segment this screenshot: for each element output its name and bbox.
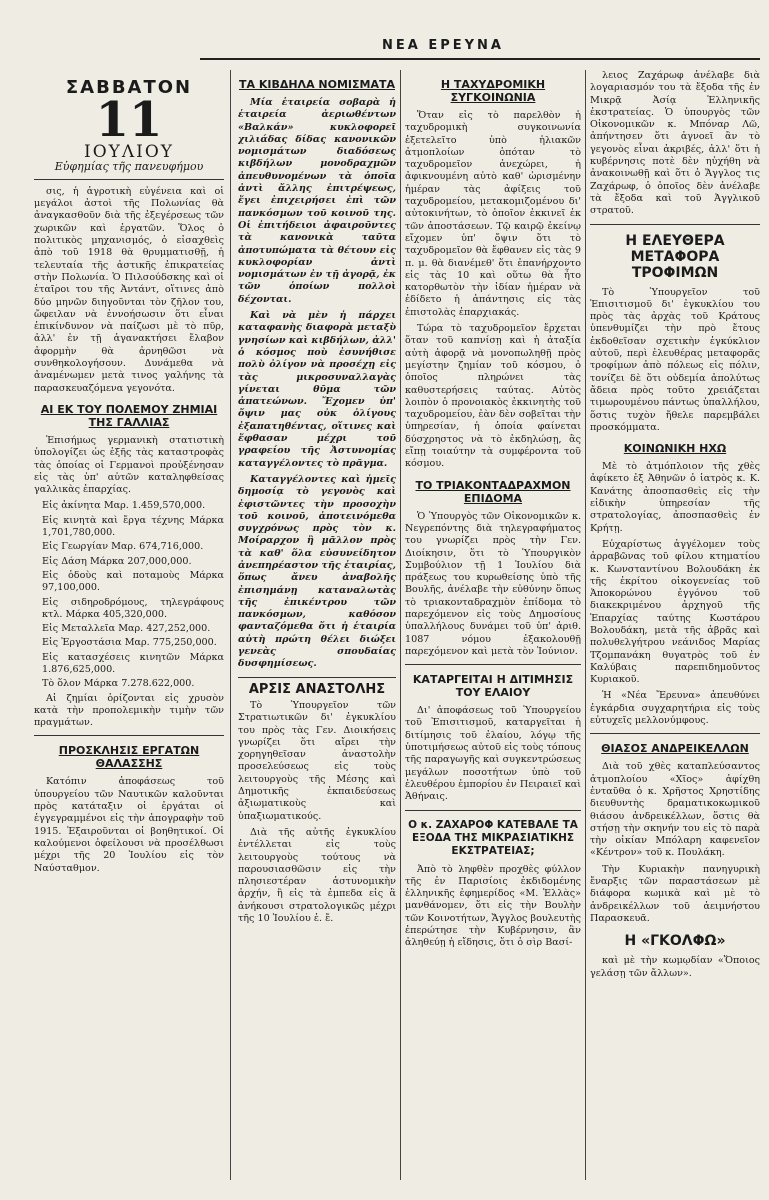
column-divider <box>585 70 586 1180</box>
newspaper-name: ΝΕΑ ΕΡΕΥΝΑ <box>382 38 504 53</box>
figure-line: Εἰς Γεωργίαν Μαρ. 674,716,000. <box>42 541 204 553</box>
article-text: Μὲ τὸ ἀτμόπλοιον τῆς χθὲς ἀφίκετο ἐξ Ἀθηνῶν ὁ ἰατρὸς κ. Κ. Κανάτης ἀποσπασθεὶς εἰς τὴν εἰδικὴν ὑπηρεσίαν τῆς στρατολογίας, ἀποσπασθεὶς ἐν Κρήτῃ. <box>590 461 760 534</box>
date-month: ΙΟΥΛΙΟΥ <box>83 142 175 163</box>
figure-line: Εἰς Ἐργοστάσια Μαρ. 775,250,000. <box>42 637 217 649</box>
article-text: Διὰ τῆς αὐτῆς ἐγκυκλίου ἐντέλλεται εἰς τοὺς λειτουργοὺς τούτους νὰ παρουσιασθῶσιν εἰς τὴν πλησιεστέραν ἀστυνομικὴν ἀρχήν, ἢ εἰς τὰ ἐμπεδα εἰς ἃ ἀνήκουσι στρατολογικῶς μέχρι τῆς 10 Ἰουλίου ἐ. ἔ. <box>238 826 396 924</box>
headline-lifting-suspension: ΑΡΣΙΣ ΑΝΑΣΤΟΛΗΣ <box>248 681 386 697</box>
article-text: Τὴν Κυριακὴν πανηγυρικὴ ἔναρξις τῶν παραστάσεων μὲ διάφορα κωμικὰ καὶ μὲ τὸ ἀνδρεικέλλων τοῦ ἀειμνήστου Παρασκευᾶ. <box>590 863 760 924</box>
article-text: Τὸ Ὑπουργεῖον τῶν Στρατιωτικῶν δι' ἐγκυκλίου του πρὸς τὰς Γεν. Διοικήσεις γνωρίζει ὅτι αἴρει τὴν χορηγηθεῖσαν ἀναστολὴν προσελεύσεως εἰς τοὺς λειτουργοὺς τῆς Μέσης καὶ Δημοτικῆς ἐκπαιδεύσεως ἀξιωματικοὺς καὶ ὑπαξιωματικούς. <box>238 699 396 822</box>
article-text: Ὅταν εἰς τὸ παρελθὸν ἡ ταχυδρομικὴ συγκοινωνία ἐξετελεῖτο ὑπὸ ἡλιακῶν ἀτμοπλοίων ὁπόταν τὸ ταχυδρομεῖον ἀνεχώρει, ἡ ἀφικνουμένη αὐτὸ καθ' ὡρισμένην ἡμέραν τὰς ἀφίξεις τοῦ ταχυδρομείου, μετακομιζομένου δι' αὐτοκινήτων, τὸ ὁποῖον ἐκκινεῖ ἐκ τῶν ἀποστάσεων. Τῷ καιρῷ ἐκείνῳ εἴχομεν ὑπ' ὄψιν ὅτι τὸ ταχυδρομεῖον θὰ ἔφθανεν εἰς τὰς 9 π. μ. θὰ διανέμεθ' ὅτι ἐπανήρχοντο εἰς τὰς 10 καὶ οὕτω θὰ ἦτο κατορθωτὸν τὴν ἰδίαν ἡμέραν νὰ ἐδίδετο ἡ ἀπάντησις εἰς τὰς ἐπιστολὰς ἐπαρχιακάς. <box>405 110 581 318</box>
article-text: Τώρα τὸ ταχυδρομεῖον ἔρχεται ὅταν τοῦ καπνίσῃ καὶ ἡ ἀταξία αὐτὴ ἀφορᾷ νὰ μονοπωληθῇ πρὸς μεγίστην ζημίαν τοῦ κόσμου, ὁ ὁποῖος πληρώνει τὰς καθυστερήσεις ταύτας. Αὐτὸς λοιπὸν ὁ προνοιακὸς ἐκκινητὴς τοῦ ταχυδρομείου, ἐὰν δὲν σοβεῖται τὴν ὑπηρεσίαν, ἡ ὁποία φαίνεται δύσχρηστος νὰ τὸ ἐκδηλώσῃ, ἂς εἴπῃ τοιαύτην τὰ συμφέροντα τοῦ κόσμου. <box>405 323 581 470</box>
headline-thirty-drachma-allowance: ΤΟ ΤΡΙΑΚΟΝΤΑΔΡΑΧΜΟΝ ΕΠΙΔΟΜΑ <box>415 478 571 505</box>
date-day: ΣΑΒΒΑΤΟΝ <box>65 77 193 98</box>
masthead <box>0 0 769 70</box>
article-text: καὶ μὲ τὴν κωμῳδίαν «Ὅποιος γελάσῃ τῶν ἄλλων». <box>590 955 760 979</box>
headline-olive-oil: ΚΑΤΑΡΓΕΙΤΑΙ Η ΔΙΤΙΜΗΣΙΣ ΤΟΥ ΕΛΑΙΟΥ <box>412 673 574 700</box>
divider <box>405 664 581 665</box>
headline-sea-workers: ΠΡΟΣΚΛΗΣΙΣ ΕΡΓΑΤΩΝ ΘΑΛΑΣΣΗΣ <box>58 744 200 771</box>
headline-food-transport: Η ΕΛΕΥΘΕΡΑ ΜΕΤΑΦΟΡΑ ΤΡΟΦΙΜΩΝ <box>625 232 725 281</box>
article-text: Ἡ «Νέα Ἔρευνα» ἀπευθύνει ἐγκάρδια συγχαρητήρια εἰς τοὺς εὐτυχεῖς μελλονύμφους. <box>590 690 760 727</box>
column-1 <box>34 70 224 879</box>
article-text: Τὸ Ὑπουργεῖον τοῦ Ἐπισιτισμοῦ δι' ἐγκυκλίου του πρὸς τὰς ἀρχὰς τοῦ Κράτους ὑπενθυμίζει τὴν πρὸ ἔτους ἐκδοθεῖσαν σχετικὴν ἐγκύκλιον αὐτοῦ, περὶ ἐλευθέρας μεταφορᾶς τροφίμων ἀπὸ πόλεως εἰς πόλιν, τονίζει δὲ ὅτι οὐδεμία ἀπολύτως ἄδεια πρὸς τοῦτο χρειάζεται τιμωρουμένου πάντως ὑπαλλήλου, ὅστις τυχὸν ἤθελε παρεμβάλει προσκόμματα. <box>590 286 760 433</box>
divider <box>590 733 760 734</box>
headline-counterfeit-coins: ΤΑ ΚΙΒΔΗΛΑ ΝΟΜΙΣΜΑΤΑ <box>238 78 395 91</box>
column-2 <box>238 70 396 929</box>
figure-line: Τὸ ὅλον Μάρκα 7.278.622,000. <box>42 678 195 690</box>
figure-line: Εἰς σιδηροδρόμους, τηλεγράφους κτλ. Μάρκα 405,320,000. <box>42 596 224 620</box>
headline-postal-service: Η ΤΑΧΥΔΡΟΜΙΚΗ ΣΥΓΚΟΙΝΩΝΙΑ <box>440 78 546 104</box>
article-text: σις, ἡ ἀγροτικὴ εὐγένεια καὶ οἱ μεγάλοι ἀστοὶ τῆς Πολωνίας θὰ ἀναγκασθοῦν διὰ τῆς ἐξεγέρσεως τῶν χωρικῶν καὶ ἐργατῶν. Ὅλος ὁ πολιτικὸς μηχανισμός, ὁ εἰσαχθεὶς ἀπὸ τοῦ 1918 θὰ θρυμματισθῇ, ἡ τελευταία τῆς ἀστικῆς ἐπικρατείας στὴν Πολωνία. Ὁ Πιλσούδσκης καὶ οἱ ἑταῖροι του τῆς Ἀντάντ, οἵτινες ἀπὸ δύο μηνῶν διηγοῦνται τὸν ζῆλον του, ὤφειλαν νὰ ἐννοήσωσιν ὅτι εἶναι ἐπικίνδυνον νὰ παίζωσι μὲ τὸ πῦρ, ἀλλ' ἐν τῇ ἀγανακτήσει ἔλαβον ἀφορμὴν θὰ ἀρνηθῶσι νὰ συνθηκολογήσουν. Δυνάμεθα νὰ ἀναμένωμεν μετὰ τινος γαλήνης τὰ παρασκευαζόμενα γεγονότα. <box>34 185 224 394</box>
figure-line: Εἰς Δάση Μάρκα 207,000,000. <box>42 555 192 567</box>
date-number: 11 <box>95 92 163 149</box>
figure-line: Εἰς Μεταλλεῖα Μαρ. 427,252,000. <box>42 623 211 635</box>
article-text: Κατόπιν ἀποφάσεως τοῦ ὑπουργείου τῶν Ναυτικῶν καλοῦνται πρὸς κατάταξιν οἱ ἐργάται οἱ ἐγγεγραμμένοι εἰς τὴν ἀπογραφὴν τοῦ 1915. Ἐξαιροῦνται οἱ βοηθητικοί. Οἱ καλούμενοι ὀφείλουσι νὰ προσέλθωσι μέχρι τῆς 20 Ἰουλίου εἰς τὸν Ναύσταθμον. <box>34 776 224 874</box>
headline-puppet-troupe: ΘΙΑΣΟΣ ΑΝΔΡΕΙΚΕΛΛΩΝ <box>601 742 749 756</box>
figures-list <box>34 500 224 690</box>
article-text: Ὁ Ὑπουργὸς τῶν Οἰκονομικῶν κ. Νεγρεπόντης διὰ τηλεγραφήματος του γνωρίζει πρὸς τὴν Γεν. Διοίκησιν, ὅτι τὸ Ὑπουργικὸν Συμβούλιον τῇ 1 Ἰουλίου διὰ πράξεως του κυρωθείσης ὑπὸ τῆς Βουλῆς, ἀνέλαβε τὴν εὐθύνην ὅπως τὸ τριακονταδραχμὸν ἐπίδομα τὸ παρεχόμενον εἰς τοὺς Δημοσίους ὑπαλλήλους δυνάμει τοῦ ὑπ' ἀριθ. 1087 νόμου ἐξακολουθῇ παρεχόμενον καὶ μετὰ τὸν Ἰούνιον. <box>405 510 581 657</box>
headline-golfo: Η «ΓΚΟΛΦΩ» <box>624 933 726 950</box>
column-divider <box>400 70 401 1180</box>
divider <box>238 677 396 678</box>
figure-line: Εἰς ἀκίνητα Μαρ. 1.459,570,000. <box>42 500 206 512</box>
article-text: λειος Ζαχάρωφ ἀνέλαβε διὰ λογαριασμόν του τὰ ἔξοδα τῆς ἐν Μικρᾷ Ἀσίᾳ Ἑλληνικῆς ἐκστρατείας. Ὁ ὑπουργὸς τῶν Οἰκονομικῶν κ. Μπόναρ Λῶ, ἀπήντησεν ὅτι ἀγνοεῖ ἂν τὸ γεγονὸς εἶναι ἀκριβές, ἀλλ' ὅτι ἡ κυβέρνησις ποτὲ δὲν ηὐχήθη νὰ ἀνακοινωθῇ καὶ ὅτι ὁ Ἄγγλος τις Ζαχάρωφ, ὁ ὁποῖος δὲν ἀνέλαβε τὰ ἔξοδα καὶ τοῦ Ἀγγλικοῦ στρατοῦ. <box>590 70 760 217</box>
divider <box>34 735 224 736</box>
headline-social-echo: ΚΟΙΝΩΝΙΚΗ ΗΧΩ <box>623 442 727 456</box>
article-text: Εὐχαρίστως ἀγγέλομεν τοὺς ἀρραβῶνας τοῦ φίλου κτηματίου κ. Κωνσταντίνου Βολουδάκη ἐκ τῆς ἐκρίτου οἰκογενείας τοῦ Ἀποκορώνου ἐγγόνου τοῦ διακεκριμένου ἀρχηγοῦ τῆς Ἐπαρχίας ταύτης Κωστάρου Βολουδάκη, μετὰ τῆς ἀβρᾶς καὶ πολυθελγήτρου νεάνιδος Μαρίας Τζομπανάκη θυγατρὸς τοῦ ἐν Καλύβαις παρεπιδημοῦντος Κυριακοῦ. <box>590 538 760 686</box>
counterfeit-article <box>238 97 396 671</box>
headline-war-damages: ΑΙ ΕΚ ΤΟΥ ΠΟΛΕΜΟΥ ΖΗΜΙΑΙ ΤΗΣ ΓΑΛΛΙΑΣ <box>40 402 218 429</box>
figure-line: Εἰς κατασχέσεις κινητῶν Μάρκα 1.876,625,000. <box>42 651 224 675</box>
divider <box>34 179 224 180</box>
figure-line: Εἰς ὁδοὺς καὶ ποταμοὺς Μάρκα 97,100,000. <box>42 569 224 594</box>
article-text: Διὰ τοῦ χθὲς καταπλεύσαντος ἀτμοπλοίου «Χῖος» ἀφίχθη ἐνταῦθα ὁ κ. Χρῆστος Χρηστίδης διευθυντὴς δραματικοκωμικοῦ θιάσου ἀνδρεικέλλων, ὅστις θὰ στήσῃ τὴν σκηνήν του εἰς τὸ παρὰ τὴν οἰκίαν Μπόλαρη καφενεῖον «Κέντρον» τοῦ κ. Πουλάκη. <box>590 761 760 859</box>
article-text: Καταγγέλοντες καὶ ἡμεῖς δημοσίᾳ τὸ γεγονὸς καὶ ἐφιστῶντες τὴν προσοχὴν τοῦ κοινοῦ, ἀποτεινόμεθα συγχρόνως πρὸς τὸν κ. Μοίραρχον ἢ μᾶλλον πρὸς τὰ καθ' ὅλα εὐσυνείδητον ἀνεπηρέαστον τῆς ἑταιρίας, ὅπως ἄνευ ἀναβολῆς ἐπισημάνῃ καταναλωτὰς τῆς ἐπικέντρου τῶν πανκόσμων, καθόσον φανταζόμεθα ὅτι ἡ ἑταιρία αὐτὴ πρώτη θέλει διώξει γενεὰς σπουδαίας δυσφημίσεως. <box>238 473 396 670</box>
column-3 <box>405 70 581 954</box>
masthead-rule <box>200 58 760 60</box>
article-text: Αἱ ζημίαι ὁρίζονται εἰς χρυσὸν κατὰ τὴν προπολεμικὴν τιμὴν τῶν πραγμάτων. <box>34 692 224 729</box>
column-divider <box>230 70 231 1180</box>
date-box <box>34 77 224 173</box>
divider <box>405 810 581 811</box>
date-saint: Εὐφημίας τῆς πανευφήμου <box>54 159 204 173</box>
article-text: Δι' ἀποφάσεως τοῦ Ὑπουργείου τοῦ Ἐπισιτισμοῦ, καταργεῖται ἡ διτίμησις τοῦ ἐλαίου, λόγῳ τῆς ὑποτιμήσεως αὐτοῦ εἰς τοὺς τόπους τῆς παραγωγῆς καὶ συγκεντρώσεως μεγάλων ποσοτήτων ὑπὸ τοῦ ἐλευθέρου ἐμπορίου ἐν Πειραιεῖ καὶ Ἀθήναις. <box>405 705 581 803</box>
article-text: Καὶ νὰ μὲν ἡ πάρχει καταφανὴς διαφορὰ μεταξὺ γνησίων καὶ κιβδήλων, ἀλλ' ὁ κόσμος ποὺ ἐσυνήθισε πολὺ ὀλίγον νὰ προσέχῃ εἰς τὰς μικροσυναλλαγὰς γίνεται θῦμα τῶν ἀπατεώνων. Ἔχομεν ὑπ' ὄψιν μας οὐκ ὀλίγους ἐξαπατηθέντας, οἵτινες καὶ ἔφθασαν μέχρι τοῦ γραφείου τῆς Ἀστυνομίας καταγγέλοντες τὸ πρᾶγμα. <box>238 310 396 469</box>
headline-zaharoff: Ο κ. ΖΑΧΑΡΟΦ ΚΑΤΕΒΑΛΕ ΤΑ ΕΞΟΔΑ ΤΗΣ ΜΙΚΡΑΣΙΑΤΙΚΗΣ ΕΚΣΤΡΑΤΕΙΑΣ; <box>408 818 578 857</box>
article-text: Ἐπισήμως γερμανικὴ στατιστικὴ ὑπολογίζει ὡς ἑξῆς τὰς καταστροφὰς τὰς ὁποίας οἱ Γερμανοὶ προὐξένησαν εἰς τὰς ὑπ' αὐτῶν καταληφθείσας γαλλικὰς ἐπαρχίας. <box>34 434 224 496</box>
article-text: Ἀπὸ τὸ ληφθὲν προχθὲς φύλλον τῆς ἐν Παρισίοις ἐκδιδομένης ἑλληνικῆς ἐφημερίδος «Μ. Ἑλλὰς» μανθάνομεν, ὅτι εἰς τὴν Βουλὴν τῶν Κοινοτήτων, Ἄγγλος βουλευτὴς ἐπερώτησε τὴν Κυβέρνησιν, ἂν ἀληθεύῃ ἡ εἴδησις, ὅτι ὁ σὶρ Βασί- <box>405 863 581 949</box>
figure-line: Εἰς κινητὰ καὶ ἔργα τέχνης Μάρκα 1,701,780,000. <box>42 514 224 539</box>
divider <box>590 224 760 225</box>
column-4 <box>590 70 760 984</box>
article-text: Μία ἑταιρεία σοβαρὰ ἡ ἑταιρεία ἀεριωθέντων «Βαλκάν» κυκλοφορεῖ χιλιάδας δίδας κανονικῶν νομισμάτων διαδόσεως κιβδήλων μονοδραχμῶν ἀπευθυνομένων τὰ ὁποῖα ἀντὶ ἄλλης ἐπιτρέψεως, ἔγει ἐπιχειρήσει ἐπὶ τῶν πανκόσμων τοῦ κοινοῦ της. Οἱ ἐπιτήδειοι ἀφαιροῦντες τὰ κανονικὰ ταῦτα ἀποτυπώματα τὰ θέτουν εἰς κυκλοφορίαν ἀντὶ νομισμάτων ἐν τῇ ἀγορᾷ, ἐκ τῶν ὁποίων πολλοὶ δέχονται. <box>238 97 396 305</box>
